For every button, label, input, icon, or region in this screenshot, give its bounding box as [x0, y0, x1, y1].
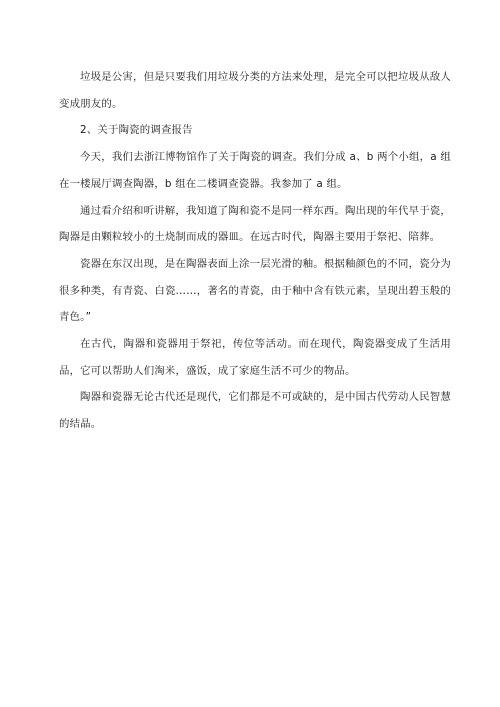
- paragraph-ancient-modern-use: 在古代，陶器和瓷器用于祭祀，传位等活动。而在现代，陶瓷器变成了生活用品，它可以帮助人们淘米，盛饭，成了家庭生活不可少的物品。: [59, 338, 451, 377]
- paragraph-garbage-conclusion: 垃圾是公害，但是只要我们用垃圾分类的方法来处理，是完全可以把垃圾从敌人变成朋友的。: [59, 71, 451, 110]
- paragraph-pottery-vs-porcelain: 通过看介绍和听讲解，我知道了陶和瓷不是同一样东西。陶出现的年代早于瓷，陶器是由颗粒较小的土烧制而成的器皿。在远古时代，陶器主要用于祭祀、陪葬。: [59, 204, 451, 244]
- paragraph-porcelain-origin: 瓷器在东汉出现，是在陶器表面上涂一层光滑的釉。根据釉颜色的不同，瓷分为很多种类，有青瓷、白瓷……，著名的青瓷，由于釉中含有铁元素，呈现出碧玉般的青色。”: [59, 257, 451, 324]
- section-heading-ceramics-report: 2、关于陶瓷的调查报告: [80, 124, 193, 137]
- paragraph-museum-visit: 今天，我们去浙江博物馆作了关于陶瓷的调查。我们分成 a、b 两个小组，a 组在一楼展厅调查陶器，b 组在二楼调查瓷器。我参加了 a 组。: [59, 151, 451, 190]
- document-body: [59, 64, 451, 438]
- paragraph-conclusion: 陶器和瓷器无论古代还是现代，它们都是不可或缺的，是中国古代劳动人民智慧的结晶。: [59, 391, 451, 431]
